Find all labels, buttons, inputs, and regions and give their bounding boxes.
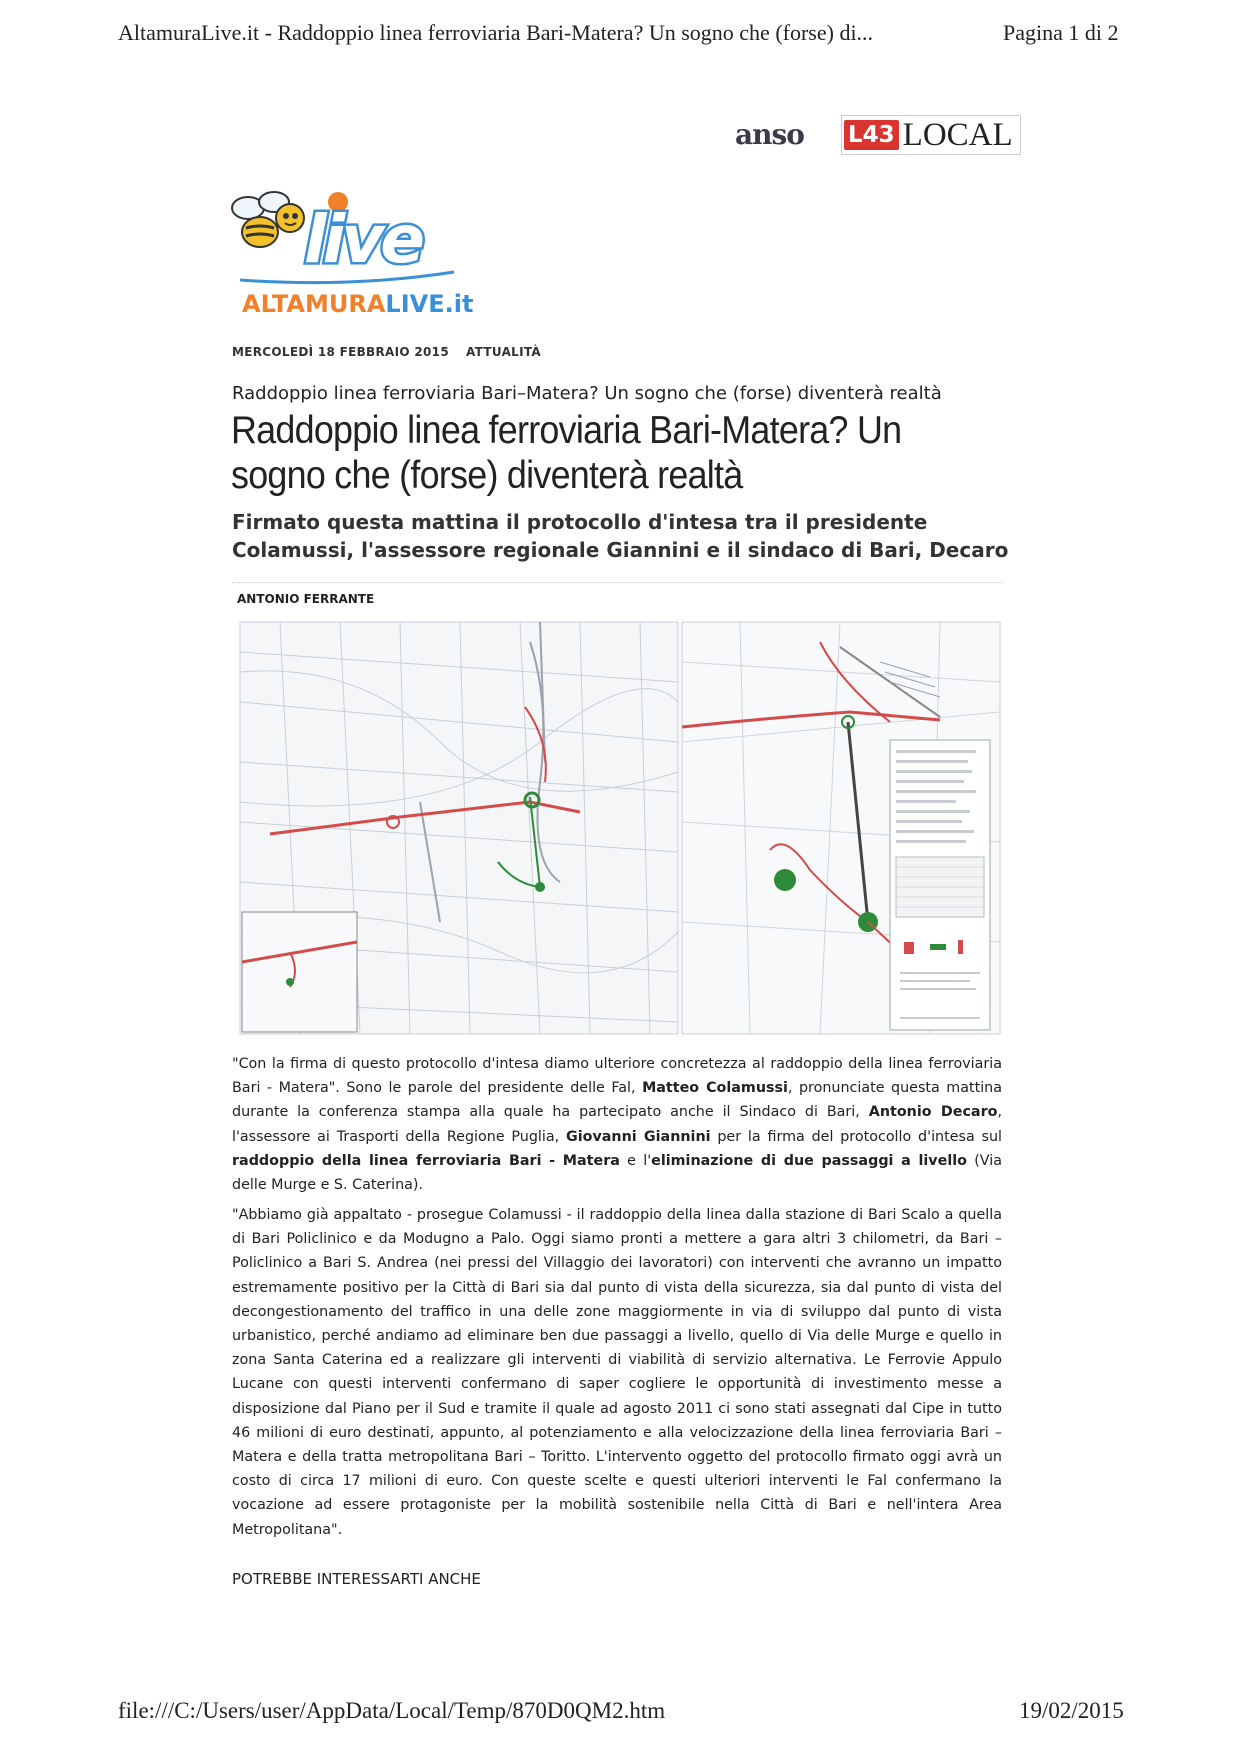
p1-text-g: per la firma del protocollo d'intesa sul — [710, 1128, 1002, 1145]
anso-logo: anso — [735, 118, 804, 151]
logo-site-name — [242, 290, 473, 318]
article-date: MERCOLEDÌ 18 FEBBRAIO 2015 — [232, 345, 449, 359]
altamuralive-logo — [230, 188, 474, 320]
article-paragraph-2: "Abbiamo già appaltato - prosegue Colamussi - il raddoppio della linea dalla stazione di Bari Scalo a quella di Bari Policlinico e da Modugno a Palo. Oggi siamo pronti a mettere a gara altri 3 chilometri, da Bari – Policlinico a Bari S. Andrea (nei pressi del Villaggio dei lavoratori) con interventi che avranno un impatto estremamente positivo per la Città di Bari sia dal punto di vista della sicurezza, sia dal punto di vista del decongestionamento del traffico in una delle zone maggiormente in via di sviluppo dal punto di vista urbanistico, perché andiamo ad eliminare ben due passaggi a livello, quello di Via delle Murge e quello in zona Santa Caterina ed a realizzare gli interventi di viabilità di servizio alternativa. Le Ferrovie Appulo Lucane con questi interventi confermano di saper cogliere le opportunità di investimento messe a disposizione dal Piano per il Sud e tramite il quale ad agosto 2011 ci sono stati assegnati dal Cipe in tutto 46 milioni di euro destinati, appunto, al potenziamento e alla velocizzazione della linea ferroviaria Bari – Matera e della tratta metropolitana Bari – Toritto. L'intervento oggetto del protocollo firmato oggi avrà un costo di circa 17 milioni di euro. Con queste scelte e questi ulteriori interventi le Fal confermano la vocazione ad essere protagoniste per la mobilità sostenibile nella Città di Bari e nell'intera Area Metropolitana". — [232, 1207, 1002, 1538]
breadcrumb: Raddoppio linea ferroviaria Bari–Matera? Un sogno che (forse) diventerà realtà — [232, 383, 942, 404]
print-header-title: AltamuraLive.it - Raddoppio linea ferroviaria Bari-Matera? Un sogno che (forse) di... — [118, 20, 874, 45]
railway-project-map-image — [240, 622, 1002, 1034]
related-articles-heading: POTREBBE INTERESSARTI ANCHE — [232, 1570, 481, 1588]
article-section[interactable]: ATTUALITÀ — [466, 345, 542, 359]
print-footer-date: 19/02/2015 — [1019, 1698, 1124, 1723]
left-map-panel — [240, 622, 678, 1034]
article-subtitle: Firmato questa mattina il protocollo d'intesa tra il presidente Colamussi, l'assessore regionale Giannini e il sindaco di Bari, Decaro — [232, 510, 1009, 562]
p1-text-e: , l'assessore ai Trasporti della Regione Puglia, — [232, 1104, 1003, 1145]
p1-text-c: , pronunciate questa mattina durante la conferenza stampa alla quale ha partecipato anche il Sindaco di Bari, — [232, 1080, 1002, 1121]
p1-bold-raddoppio: raddoppio della linea ferroviaria Bari - Matera — [232, 1152, 620, 1169]
page-title: Raddoppio linea ferroviaria Bari-Matera? Un sogno che (forse) diventerà realtà — [231, 409, 902, 497]
p1-name-giannini: Giovanni Giannini — [566, 1128, 711, 1145]
logo-live-word: live — [304, 201, 422, 278]
article-paragraph-1 — [232, 1052, 1002, 1197]
p1-text-k: (Via delle Murge e S. Caterina). — [232, 1152, 1002, 1194]
logo-name-suffix: LIVE.it — [385, 290, 474, 318]
p1-name-colamussi: Matteo Colamussi — [642, 1080, 788, 1097]
p1-text-a: "Con la firma di questo protocollo d'intesa diamo ulteriore concretezza al raddoppio della linea ferroviaria Bari - Matera". Sono le parole del presidente delle Fal, — [232, 1056, 1002, 1097]
divider — [232, 582, 1002, 583]
print-footer-path: file:///C:/Users/user/AppData/Local/Temp/870D0QM2.htm — [118, 1698, 666, 1723]
l43-local-logo — [841, 115, 1021, 155]
p1-bold-eliminazione: eliminazione di due passaggi a livello — [651, 1152, 967, 1169]
right-map-panel — [682, 622, 1000, 1034]
p1-name-decaro: Antonio Decaro — [868, 1104, 998, 1121]
logo-name-prefix: ALTAMURA — [242, 290, 386, 318]
l43-local-word: LOCAL — [902, 116, 1013, 153]
article-author[interactable]: ANTONIO FERRANTE — [237, 592, 375, 606]
bee-mascot-icon — [232, 192, 304, 247]
print-header-page-number: Pagina 1 di 2 — [1003, 20, 1119, 45]
p1-text-i: e l' — [619, 1152, 652, 1169]
l43-badge: L43 — [844, 120, 899, 150]
